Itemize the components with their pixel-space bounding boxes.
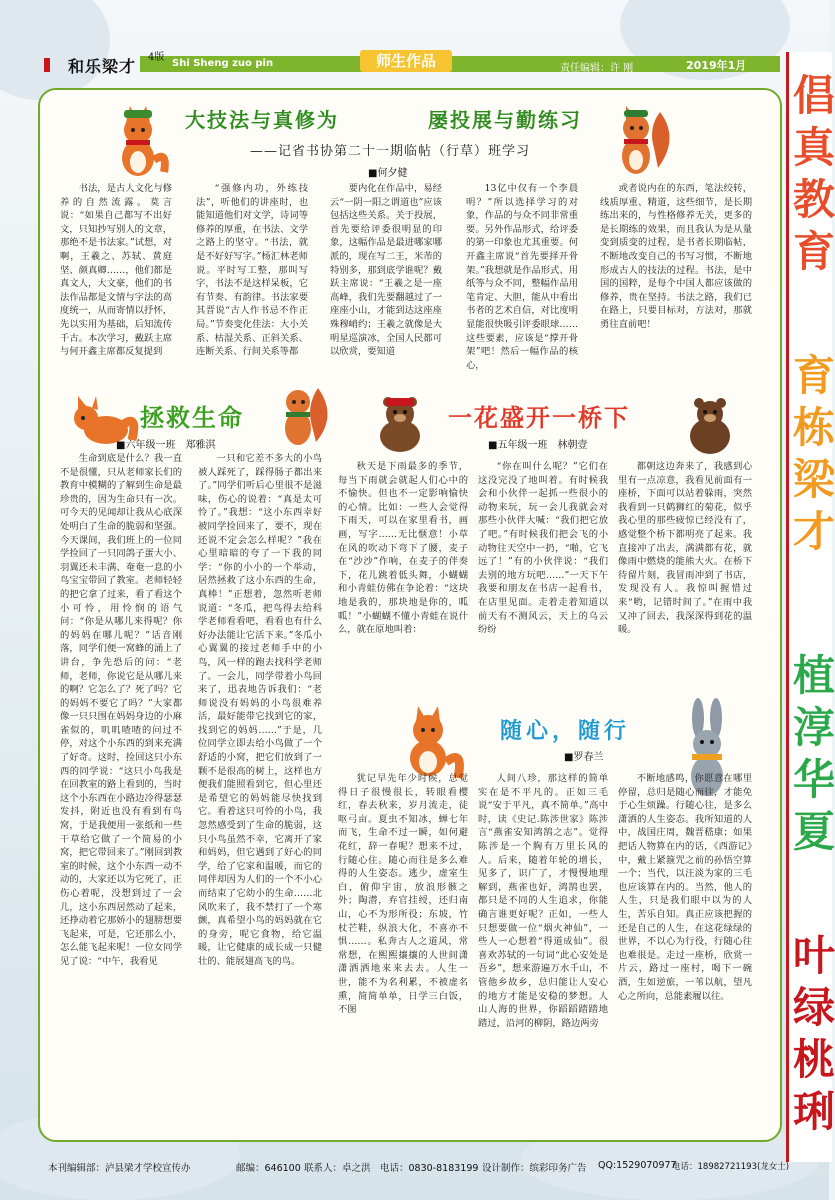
article1-column-3 [330, 182, 442, 392]
article1-subtitle: ——记省书协第二十一期临帖（行草）班学习 [250, 144, 531, 159]
article2-author: ■六年级一班 郑雅淇 [116, 440, 216, 451]
footer-producer: 本刊编辑部：泸县梁才学校宣传办 [48, 1163, 191, 1174]
article1-title-a: 大技法与真修为 [185, 108, 339, 132]
slogan-char: 育 [793, 351, 835, 400]
article2-title: 拯救生命 [140, 404, 244, 432]
slogan-char: 倡 [793, 71, 835, 120]
section-tag: 师生作品 [360, 50, 452, 72]
editor-label: 责任编辑：许 刚 [560, 63, 634, 74]
article1-text: 13亿中仅有一个李晨明？”所以选择学习的对象，作品的与众不同非常重要。另外作品形式，给评委的第一印象也尤其重要。何开鑫主席说“首先要择开骨架。”我想就是作品形式、用纸等与众不同，整幅作品用笔肯定、大胆，能从中看出书者的艺术自信，对比度明显能很快吸引评委眼球……这些要素，应该是“撑开骨架”吧！然后一幅作品的核心， [466, 183, 578, 371]
footer-design: 设计制作：缤彩印务广告 [482, 1163, 587, 1174]
slogan-char: 育 [793, 227, 835, 276]
page-header [0, 52, 829, 76]
fox-illustration [394, 702, 466, 782]
footer-phone: 电话：0830-8183199 [380, 1163, 479, 1174]
footer-contact: 联系人：卓之洪 [304, 1163, 371, 1174]
squirrel-illustration [272, 380, 338, 450]
bear-illustration [680, 394, 740, 458]
article1-column-5 [600, 182, 752, 392]
paper-name: 和乐梁才 [68, 57, 137, 76]
article2-text: 一只和它差不多大的小鸟被人踩死了，踩得肠子都出来了。”同学们听后心里很不是滋味，伤心的说着：“真是太可怜了。”我想：“这小东西幸好被同学捡回来了，要不，现在还说不定会怎么样呢？”我在心里暗暗的夸了一下我的同学：“你的小小的一个举动，居然拯救了这小东西的生命，真棒！”正想着，忽然听老师说道：“冬瓜，把鸟得去给科学老师看看吧，看看也有什么好办法能让它活下来。”冬瓜小心翼翼的接过老师手中的小鸟，风一样的跑去找科学老师了。一会儿，同学带着小鸟回来了，迅表地告诉我们：“老师说没有妈妈的小鸟很难养活，最好能带它找到它的家，找到它的妈妈……”于是，几位同学立即去给小鸟做了一个舒适的小窝，把它们放到了一颗不是很高的树上，这样也方便我们能照看到它，但心里还是希望它的妈妈能尽快找到它。看着这只可怜的小鸟，我忽然感受到了生命的脆弱，这只小鸟虽然不幸，它离开了家和妈妈，但它遇到了好心的同学，给了它家和温暖，而它的同伴却因为人们的一个不小心而结束了它幼小的生命……北风吹来了，我不禁打了一个寒颤，真希望小鸟的妈妈就在它的身旁，呢它食物，给它温暖，让它健康的成长成一只健壮的、能展翅高飞的鸟。 [198, 453, 322, 967]
fox-illustration [106, 100, 168, 180]
slogan-char: 桃 [793, 1035, 835, 1084]
article4-author: ■罗春兰 [564, 752, 604, 763]
slogan-char: 夏 [793, 807, 835, 856]
slogan-char: 琍 [793, 1087, 835, 1136]
squirrel-illustration [608, 98, 680, 182]
article3-text: 都朝这边奔来了，我感到心里有一点凉意，我看见前面有一座桥，下面可以站着躲雨，突然我看到一只鹤狮红的菊花，似乎我心里的那些疲惊已经没有了，感觉整个桥下都明亮了起来。我直接冲了出去，满满都有花，就像雨中燃烧的能熊大火。在桥下待留片刻，我冒雨冲到了书店，发现没有人。我惊叫握惜过来“哟，记错时间了。”在雨中我又冲了回去，我深深得到花的温暖。 [618, 461, 752, 636]
slogan-char: 淳 [793, 703, 835, 752]
article2-column-1 [60, 452, 182, 1138]
slogan-char: 栋 [793, 403, 835, 452]
article2-column-2 [198, 452, 322, 1138]
slogan-char: 华 [793, 755, 835, 804]
article4-column-3 [618, 772, 752, 1138]
article1-text: “强修内功，外练技法”，听他们的讲座时，也能知道他们对文学，诗词等修养的厚重，在书法、文学之路上的坚守。“书法，就是不好好写字。”杨汇林老师说。平时写工整，那叫写字，书法不是这样呆板，它有节奏、有韵律。书法家要其晋说“古人作书忌不作正局。”节奏变化佳法：大小关系、枯湿关系、正斜关系、连断关系、行间关系等都 [196, 183, 308, 358]
slogan-char: 梁 [793, 455, 835, 504]
article3-text: 秋天是下雨最多的季节，每当下雨就会就起人们心中的不愉快。但也不一定影响愉快的心情。比如：一些人会觉得下雨天，可以在家里看书，画画，写字……无比惬意！小草在风的吹动下弯下了腰，麦子在“沙沙”作响，在麦子的伴奏下，花儿跳着低头舞，小蝴蝴和小青蛙仿佛在争论着：“这块地是我的，那块地是你的，呱呱！”小蝴蝴不懂小青蛙在说什么，就在原地叫着： [338, 461, 468, 636]
article3-column-2 [478, 460, 608, 696]
article2-text: 生命到底是什么？我一直不是很懂，只从老师家长们的教育中模糊的了解到生命是最珍贵的，因为生命只有一次。可今天的见闻却让我从心底深处明白了生命的脆弱和坚强。今天课间，我们班上的一位同学捡回了一只同鸽子蛋大小、羽翼还未丰满、奄奄一息的小鸟宝宝带回了教室。老师轻轻的把它拿了过来，看了看这个小可怜，用怜悯的语气问：“你是从哪儿来得呢？你的妈妈在哪儿呢？”话音刚落，同学们便一窝蜂的涌上了讲台，争先恐后的问：“老师，老师，你说它是从哪儿来的啊？它怎么了？死了吗？它的妈妈不要它了吗？”大家都像一只只围在妈妈身边的小麻雀似的，叽叽喳喳的问过不停，对这个小东西的到来充满了好奇。这时，捡回这只小东西的同学说：“这只小鸟我是在回教室的路上看到的，当时这个小东西在小路边冷得瑟瑟发抖，附近也没有看到有鸟窝，于是我便用一张纸和一些干草给它做了一个简易的小窝，把它带回来了。”刚回到教室的时候，这个小东西一动不动的，大家还以为它死了，正伤心着呢，没想到过了一会儿，这小东西居然动了起来，还挣动着它那娇小的翅膀想要飞起来，可是，它还那么小，怎么能飞起来呢！一位女同学见了说：“中午，我看见 [60, 453, 182, 967]
article3-column-3 [618, 460, 752, 696]
slogan-char: 绿 [793, 983, 835, 1032]
article1-author: ■何夕健 [368, 168, 408, 179]
article1-title-b: 屡投展与勤练习 [428, 108, 582, 132]
slogan-char: 真 [793, 123, 835, 172]
article3-title: 一花盛开一桥下 [448, 404, 630, 432]
article4-text: 犹记早先年少时候，总觉得日子很慢很长，转眼看樱红，春去秋来，岁月流走，徒呕弓亩。夏虫不知冰，蝉七年而飞，生命不过一瞬，如何避花红，辞一春呢？想来不过，行随心住。随心而往是多么难得的人生姿态。逃少，虚室生白，俯仰宇宙，放浪形骸之外；陶潜，弃官挂绶，还归南山，心不为形所役；东坡，竹杖芒鞋，纵浪大化，不喜亦不惧……。私奔古人之道风，常常想，在熙熙攘攘的人世间潇潇洒洒地来来去去。人生一世，能不为名利累，不被虚名熏，简简单单，日学三白饭，不图 [338, 773, 468, 1016]
slogan-char: 才 [793, 507, 835, 556]
footer-qq: QQ:1529070977 [598, 1160, 677, 1171]
edition-label: 4版 [148, 52, 165, 63]
article4-column-1 [338, 772, 468, 1138]
article1-column-2 [196, 182, 308, 392]
slogan-char: 植 [793, 651, 835, 700]
article1-text: 要内化在作品中，易经云“一阴一阳之谓道也”应该包括这些关系。关于投展，首先要给评委很明显的印象，这幅作品是最进哪家哪派的，现在写二王，米芾的特别多，那到底学谁呢？戴跃主席说：“王羲之是一座高峰，我们先要翻越过了一座座小山，才能到达这座座殊穆峭约；王羲之就像是大明星巡演冰，全国人民都可以欣赏，要知道 [330, 183, 442, 358]
header-red-mark [44, 58, 50, 72]
article1-text: 或者说内在的东西，笔法绞转，线质厚重、精道，这些细节，是长期练出来的，与性格修养无关，更多的是长期练的效果，而且我认为是从量变到质变的过程，是书者长期临帖，不断地改变自己的书写习惯，不断地形成古人的技法的过程。书法，是中国的国粹，是每个中国人都应该做的修养，贵在坚持。书法之路，我们已在路上，只要目标对，方法对，那就勇往直前吧！ [600, 183, 752, 330]
bear-illustration [368, 392, 432, 456]
footer-postcode: 邮编：646100 [236, 1163, 301, 1174]
article4-text: 不断地感鸣，你愿意在哪里停留，总归是随心而往，才能免于心生烦躁。行随心往，是多么潇洒的人生姿态。我所知道的人中，战国庄周，魏晋嵇康；如果把话人物算在内的话，《西游记》中，戴上紧箍咒之前的孙悟空算一个；当代，以汪淡为家的三毛也应该算在内的。当然，他人的人生，只是我们眼中以为的人生，苦乐自知。真正应该把握的还是自己的人生，在这花绿绿的世界，不以心为行役，行随心往也难很是。走过一座桥，欣赏一片云，路过一座村，喝下一碗酒，生如逆旅，一苇以航，望凡心之所向，总能素履以往。 [618, 773, 752, 1002]
slogan-sidebar [786, 52, 835, 1162]
article4-title: 随心，随行 [500, 719, 631, 744]
footer-phone-2: 电话：18982721193(龙女士) [672, 1162, 790, 1172]
issue-date: 2019年1月 [686, 59, 747, 72]
slogan-char: 叶 [793, 931, 835, 980]
article3-column-1 [338, 460, 468, 696]
article4-text: 人间八珍，那这样的简单实在是不平凡的。正如三毛说“安于平凡，真不简单。”高中时，读《史记.陈涉世家》陈涉言“燕雀安知鸿鹄之志”。觉得陈涉是一个胸有万里长风的人。后来，随着年轮的增长，见多了，识广了，才慢慢地理解到，燕雀也好，鸿鹄也罢，都只是不同的人生追求，你能确言谁更好呢？正如，一些人只想要做一位“烟火神仙”，一些人一心想着“得道成仙”。很喜欢苏轼的一句词“此心安处是吾乡”，想来游遍万水千山，不管他乡故乡，总归能让人安心的地方才能是安稳的梦想。人山人海的世界，你蹈蹈踏踏地踏过，沿河的柳阴，路边两旁 [478, 773, 608, 1029]
article3-text: “你在叫什么呢？”它们在这没完没了地叫着。有时候我会和小伙伴一起抓一些很小的动物来玩，玩一会儿我就会对那些小伙伴大喊：“我们把它放了吧。”有时候我们把会飞的小动物往天空中一扔，“啪，它飞远了！”有的小伙伴说：“我们去别的地方玩吧……”一天下午我要和朋友在书店一起看书，在店里见面。走着走着知道以前天有不测风云，天上的乌云纷纷 [478, 461, 608, 636]
article4-column-2 [478, 772, 608, 1138]
slogan-char: 教 [793, 175, 835, 224]
section-pinyin: Shi Sheng zuo pin [172, 58, 274, 69]
article1-text: 书法，是古人文化与修养的自然流露。莫言说：“如果自己都写不出好文，只知抄写别人的文章，那绝不是书法家。”试想，对啊，王羲之、苏轼、黄庭坚、颜真卿……，他们都是真文人，大文豪，他们的书法作品都是文情与字法的高度统一，从而寄情以抒怀，先以实用为基础，后知流传千古。本次学习，戴跃主席与何开鑫主席都反复提到 [60, 183, 172, 358]
article1-column-4 [466, 182, 578, 392]
article3-author: ■五年级一班 林朝壹 [488, 440, 588, 451]
article1-column-1 [60, 182, 172, 392]
page-footer [0, 1158, 829, 1180]
